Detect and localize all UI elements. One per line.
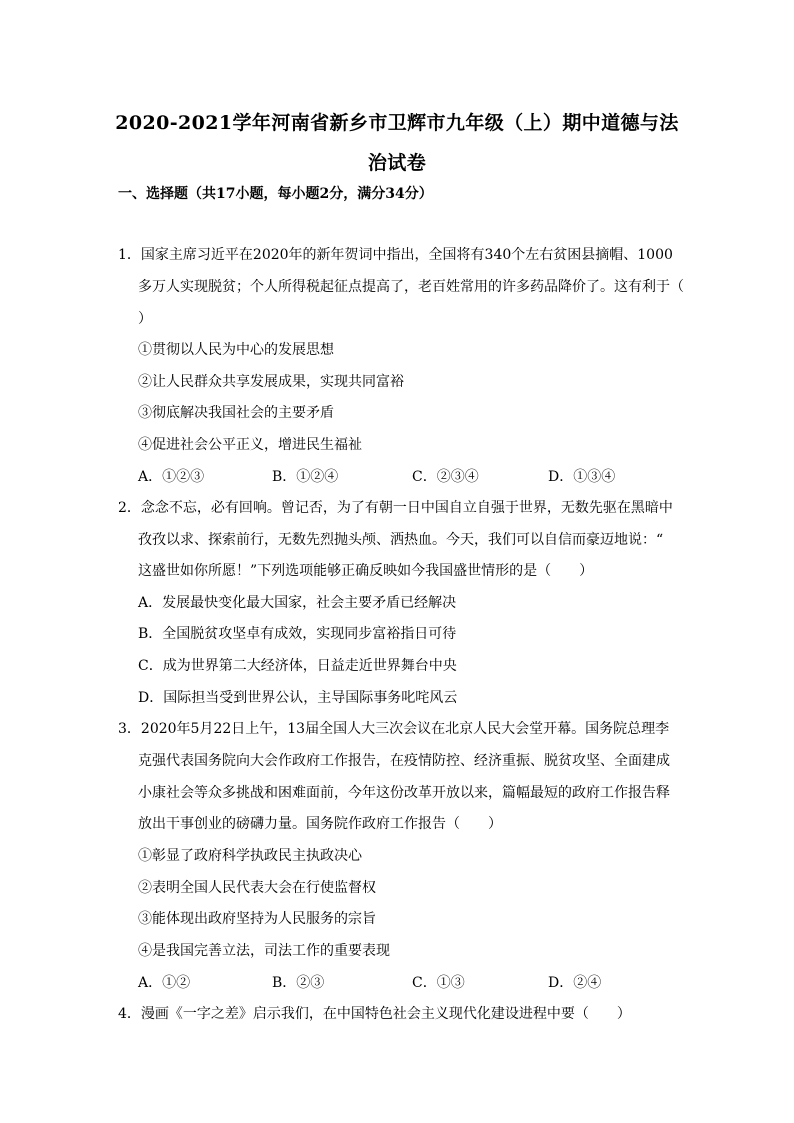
question-3-text-line: 小康社会等众多挑战和困难面前，今年这份改革开放以来，篇幅最短的政府工作报告释 (138, 785, 670, 801)
question-2-option-c[interactable]: C．成为世界第二大经济体，日益走近世界舞台中央 (138, 658, 457, 674)
question-1-text-line: 多万人实现脱贫；个人所得税起征点提高了，老百姓常用的许多药品降价了。这有利于（ (138, 279, 684, 295)
question-3-option-a[interactable]: A．①② (138, 975, 191, 991)
question-1-option-c[interactable]: C．②③④ (412, 469, 479, 485)
question-1-statement: ②让人民群众共享发展成果，实现共同富裕 (138, 374, 404, 390)
question-1-option-d[interactable]: D．①③④ (548, 469, 616, 485)
question-1-option-a[interactable]: A．①②③ (138, 469, 205, 485)
question-2-option-b[interactable]: B．全国脱贫攻坚卓有成效，实现同步富裕指日可待 (138, 626, 457, 642)
question-1-option-b[interactable]: B．①②④ (272, 469, 339, 485)
question-3-statement: ④是我国完善立法，司法工作的重要表现 (138, 943, 390, 959)
question-3-text-line: 放出干事创业的磅礴力量。国务院作政府工作报告（ ） (138, 816, 502, 832)
question-3-option-b[interactable]: B．②③ (272, 975, 325, 991)
question-2-text-line: 孜孜以求、探索前行，无数先烈抛头颅、洒热血。今天，我们可以自信而豪迈地说：“ (138, 532, 664, 548)
question-4-text-line: 4．漫画《一字之差》启示我们，在中国特色社会主义现代化建设进程中要（ ） (118, 1006, 631, 1022)
question-3-text-line: 3．2020年5月22日上午，13届全国人大三次会议在北京人民大会堂开幕。国务院总理李 (118, 721, 670, 737)
exam-title-line2: 治试卷 (367, 152, 427, 174)
question-3-text-line: 克强代表国务院向大会作政府工作报告，在疫情防控、经济重振、脱贫攻坚、全面建成 (138, 753, 670, 769)
exam-title-line1: 2020-2021学年河南省新乡市卫辉市九年级（上）期中道德与法 (115, 112, 679, 134)
question-2-text-line: 这盛世如你所愿！”下列选项能够正确反映如今我国盛世情形的是（ ） (138, 563, 594, 579)
question-3-statement: ②表明全国人民代表大会在行使监督权 (138, 880, 376, 896)
question-3-statement: ③能体现出政府坚持为人民服务的宗旨 (138, 911, 376, 927)
question-2-option-a[interactable]: A．发展最快变化最大国家，社会主要矛盾已经解决 (138, 595, 457, 611)
section-heading: 一、选择题（共17小题，每小题2分，满分34分） (118, 186, 433, 202)
question-2-option-d[interactable]: D．国际担当受到世界公认，主导国际事务叱咤风云 (138, 690, 458, 706)
question-2-text-line: 2．念念不忘，必有回响。曾记否，为了有朝一日中国自立自强于世界，无数先驱在黑暗中 (118, 500, 673, 516)
question-3-statement: ①彰显了政府科学执政民主执政决心 (138, 848, 362, 864)
question-3-option-d[interactable]: D．②④ (548, 975, 602, 991)
question-1-text-line: 1．国家主席习近平在2020年的新年贺词中指出，全国将有340个左右贫困县摘帽、1000 (118, 247, 673, 263)
question-3-option-c[interactable]: C．①③ (412, 975, 465, 991)
question-1-statement: ③彻底解决我国社会的主要矛盾 (138, 405, 334, 421)
question-1-statement: ④促进社会公平正义，增进民生福祉 (138, 437, 362, 453)
question-1-text-line: ） (138, 311, 152, 327)
question-1-statement: ①贯彻以人民为中心的发展思想 (138, 342, 334, 358)
